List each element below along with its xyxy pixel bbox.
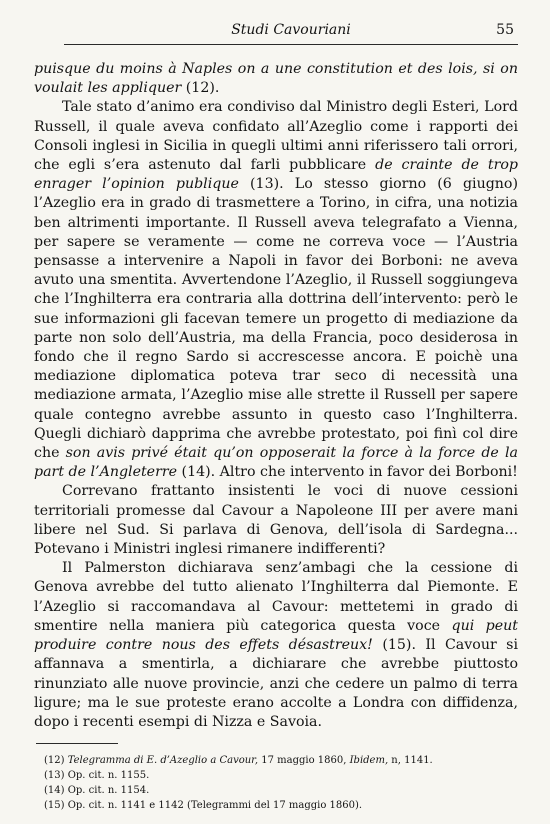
text-run: Il Palmerston dichiarava senz’ambagi che la cessione di Genova avrebbe del tutto alienato l’Inghilterra dal Piemonte. E l’Azeglio si raccomandava al Cavour: mettetemi in grado di smentire nella maniera più categorica questa voce bbox=[34, 560, 518, 634]
paragraph-palmerston bbox=[34, 559, 518, 732]
text-run: (15). Il Cavour si affannava a smentirla, a dichiarare che avrebbe piuttosto rinunziato alle nuove provincie, anzi che cedere un palmo di terra ligure; ma le sue proteste erano accolte a Londra con diffidenza, dopo i recenti esempi di Nizza e Savoia. bbox=[34, 637, 518, 730]
text-run: n, 1141. bbox=[388, 755, 433, 766]
footnote-12 bbox=[44, 753, 514, 768]
italic-run: qui peut produire contre nous des effets désastreux! bbox=[34, 617, 518, 654]
italic-run: puisque du moins à Naples on a une constitution et des lois, si on voulait les appliquer bbox=[34, 61, 518, 97]
italic-run: Telegramma di E. d’Azeglio a Cavour, bbox=[67, 755, 259, 766]
footnote-13 bbox=[44, 768, 514, 783]
running-header bbox=[64, 22, 518, 45]
text-run: Correvano frattanto insistenti le voci di nuove cessioni territoriali promesse dal Cavour a Napoleone III per avere mani libere nel Sud. Si parlava di Genova, dell’isola di Sardegna... Potevano i Ministri inglesi rimanere indifferenti? bbox=[34, 483, 518, 558]
text-run: (14). Altro che intervento in favor dei Borboni! bbox=[177, 464, 518, 481]
paragraph-russell bbox=[34, 98, 518, 482]
text-run: (13). Lo stesso giorno (6 giugno) l’Azeglio era in grado di trasmettere a Torino, in cifra, una notizia ben altrimenti importante. Il Russell aveva telegrafato a Vienna, per sapere se veramente — come ne correva voce — l’Austria pensasse a intervenire a Napoli in favor dei Borboni: ne aveva avuto una smentita. Avvertendone l’Azeglio, il Russell soggiungeva che l’Inghilterra era contraria alla dottrina dell’intervento: però le sue informazioni gli facevan temere un progetto di mediazione da parte non solo dell’Austria, ma della Francia, poco desiderosa in fondo che il regno Sardo si accrescesse ancora. E poichè una mediazione diplomatica poteva trar seco di necessità una mediazione armata, l’Azeglio mise alle strette il Russell per sapere quale contegno avrebbe assunto in questo caso l’Inghilterra. Quegli dichiarò dapprima che avrebbe protestato, poi finì col dire che bbox=[34, 176, 519, 462]
paragraph-continuation bbox=[34, 60, 518, 98]
text-run: 17 maggio 1860, bbox=[258, 755, 350, 766]
footnote-rule bbox=[36, 743, 118, 744]
paragraph-cessioni bbox=[34, 482, 518, 559]
italic-run: de crainte de trop enrager l’opinion publique bbox=[34, 157, 518, 193]
running-title: Studi Cavouriani bbox=[231, 22, 351, 38]
body-text bbox=[34, 60, 518, 732]
text-run: (14) Op. cit. n. 1154. bbox=[44, 785, 150, 796]
text-run: Tale stato d’animo era condiviso dal Ministro degli Esteri, Lord Russell, il quale aveva confidato all’Azeglio come i rapporti dei Consoli inglesi in Sicilia in quegli ultimi anni riferissero tali orrori, che egli s’era astenuto dal farli pubblicare bbox=[34, 99, 518, 174]
text-run: (15) Op. cit. n. 1141 e 1142 (Telegrammi del 17 maggio 1860). bbox=[44, 800, 363, 811]
footnotes bbox=[44, 753, 514, 813]
page-number: 55 bbox=[496, 22, 514, 38]
italic-run: Ibidem, bbox=[349, 755, 389, 766]
footnote-15 bbox=[44, 798, 514, 813]
italic-run: son avis privé était qu’on opposerait la force à la force de la part de l’Angleterre bbox=[34, 445, 518, 481]
text-run: (12) bbox=[44, 755, 68, 766]
text-run: (13) Op. cit. n. 1155. bbox=[44, 770, 150, 781]
footnote-14 bbox=[44, 783, 514, 798]
text-run: (12). bbox=[181, 80, 220, 97]
